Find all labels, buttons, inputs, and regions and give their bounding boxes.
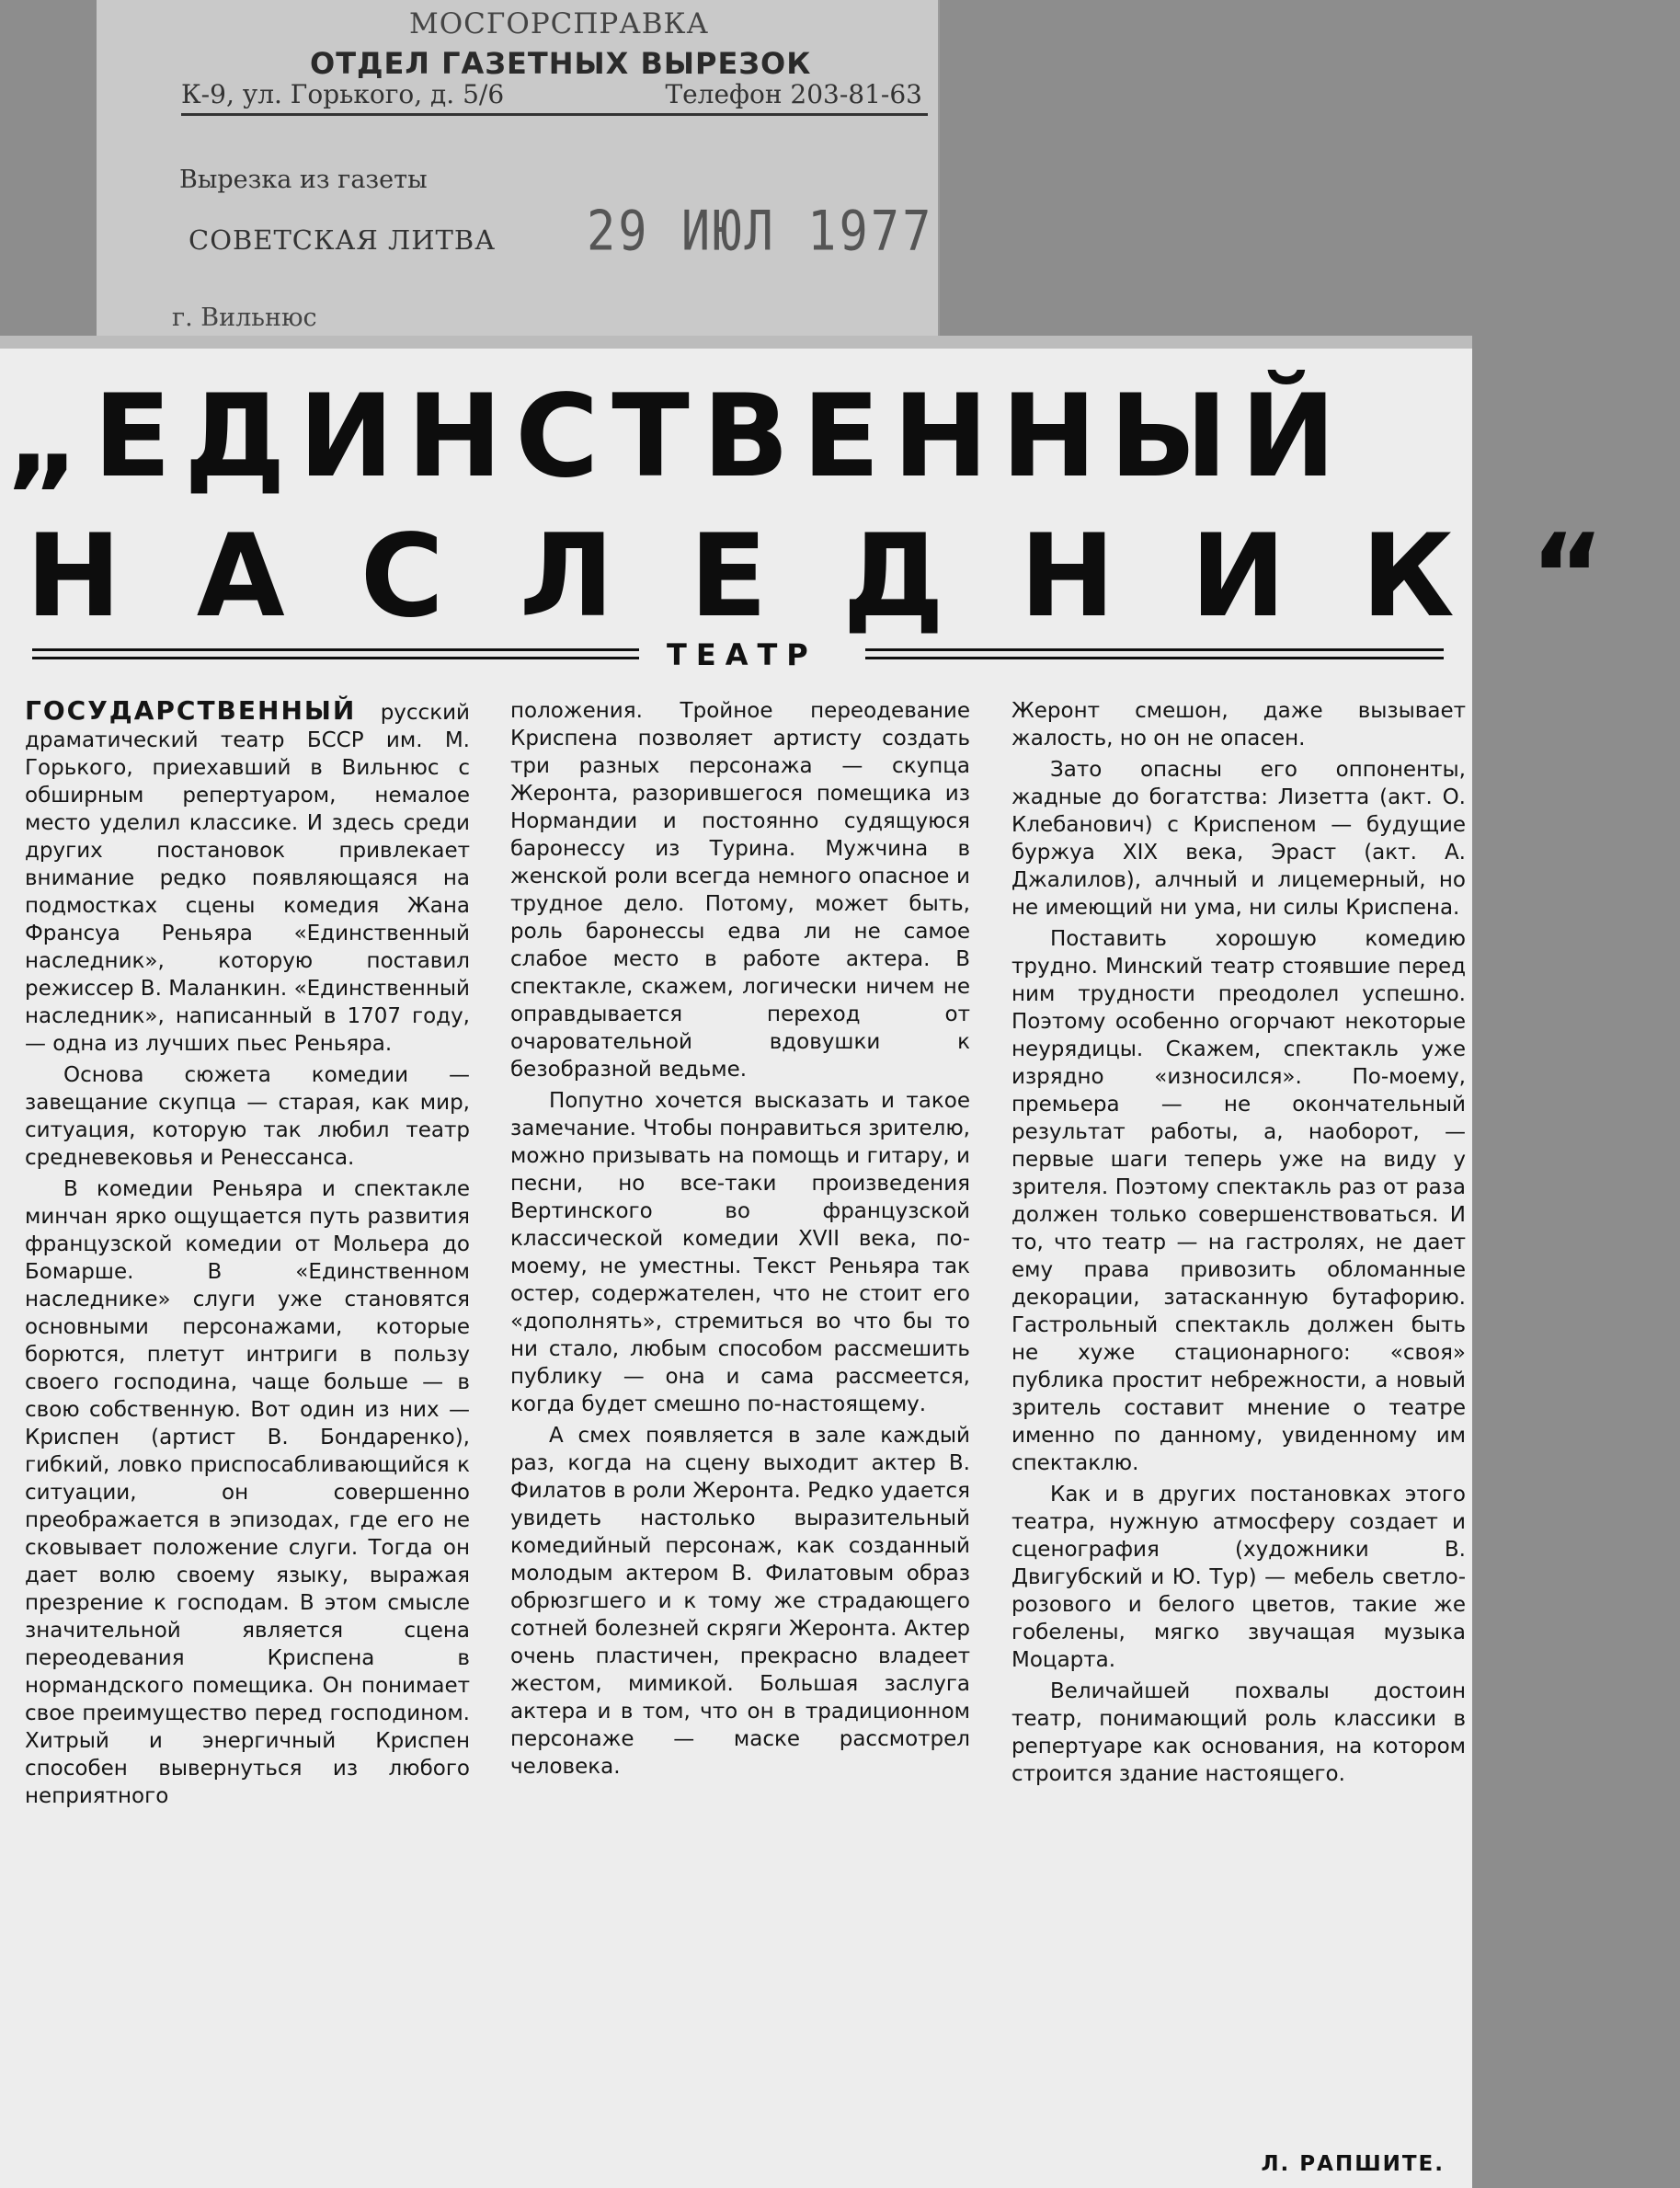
drop-word: ГОСУДАРСТВЕННЫЙ [25,695,357,726]
section-rubric [32,637,1444,674]
paragraph: Зато опасны его оппоненты, жадные до богатства: Лизетта (акт. О. Клебанович) с Криспеном — будущие буржуа XIX века, Эраст (акт. А. Джалилов), алчный и лицемерный, но не имеющий ни ума, ни силы Криспена. [1011,758,1466,920]
agency-name: МОСГОРСПРАВКА [409,7,710,40]
paragraph: В комедии Реньяра и спектакле минчан ярко ощущается путь развития французской комедии от Мольера до Бомарше. В «Единственном наследнике» слуги уже становятся основными персонажами, которые борются, плетут интриги в пользу своего господина, чаще больше — в свою собственную. Вот один из них — Криспен (артист В. Бондаренко), гибкий, ловко приспосабливающийся к ситуации, он совершенно преображается в эпизодах, где его не сковывает положение слуги. Тогда он дает волю своему языку, выражая презрение к господам. В этом смысле значительной является сцена переодевания Криспена в нормандского помещика. Он понимает свое преимущество перед господином. Хитрый и энергичный Криспен способен вывернуться из любого неприятного [25,1177,470,1808]
paragraph: Основа сюжета комедии — завещание скупца — старая, как мир, ситуация, которую так любил театр средневековья и Ренессанса. [25,1063,470,1170]
rubric-rule-right [865,648,1444,659]
city-name: г. Вильнюс [172,304,317,332]
paragraph: Поставить хорошую комедию трудно. Минский театр стоявшие перед ним трудности преодолел успешно. Поэтому особенно огорчают некоторые неурядицы. Скажем, спектакль уже изрядно «износился». По-моему, премьера — не окончательный результат работы, а, наоборот, — первые шаги теперь уже на виду у зрителя. Поэтому спектакль раз от раза должен только совершенствоваться. И то, что театр — на гастролях, не дает ему права привозить обломанные декорации, затасканную бутафорию. Гастрольный спектакль должен быть не хуже стационарного: «своя» публика простит небрежности, а новый зритель составит мнение о театре именно по данному, увиденному им спектаклю. [1011,927,1466,1475]
paragraph: Попутно хочется высказать и такое замечание. Чтобы понравиться зрителю, можно призывать на помощь и гитару, и песни, но все-таки произведения Вертинского во французской классической комедии XVII века, по-моему, не уместны. Текст Реньяра так остер, содержателен, что не стоит его «дополнять», стремиться во что бы то ни стало, любым способом рассмешить публику — она и сама рассмеется, когда будет смешно по-настоящему. [510,1089,970,1416]
phone-number: Телефон 203-81-63 [665,79,922,109]
address-text: К-9, ул. Горького, д. 5/6 [181,79,505,109]
article-author: Л. РАПШИТЕ. [1261,2152,1445,2176]
date-stamp: 29 ИЮЛ 1977 [587,200,934,264]
cutting-from-label: Вырезка из газеты [179,166,428,194]
clipping-bureau-stamp [97,0,940,336]
headline-line-1: „ЕДИНСТВЕННЫЙ [6,371,1349,503]
newspaper-name: СОВЕТСКАЯ ЛИТВА [189,224,497,256]
article-column-3 [1011,697,1466,1792]
headline-line-2: НАСЛЕДНИК“ [26,510,1680,643]
article-column-1 [25,697,470,1814]
rubric-rule-left [32,648,639,659]
paragraph-text: русский драматический театр БССР им. М. Горького, приехавший в Вильнюс с обширным репертуаром, немалое место уделил классике. И здесь среди других постановок привлекает внимание редко появляющаяся на подмостках сцены комедия Жана Франсуа Реньяра «Единственный наследник», которую поставил режиссер В. Маланкин. «Единственный наследник», написанный в 1707 году, — одна из лучших пьес Реньяра. [25,701,470,1056]
article-column-2 [510,697,970,1784]
paragraph [25,697,470,1058]
paragraph: Как и в других постановках этого театра, нужную атмосферу создает и сценография (художники В. Двигубский и Ю. Тур) — мебель светло-розового и белого цветов, такие же гобелены, мягко звучащая музыка Моцарта. [1011,1483,1466,1672]
bureau-address [181,79,928,116]
paragraph: Жеронт смешон, даже вызывает жалость, но он не опасен. [1011,699,1466,750]
department-name: ОТДЕЛ ГАЗЕТНЫХ ВЫРЕЗОК [310,46,812,81]
newspaper-clipping [0,336,1680,2188]
paragraph: Величайшей похвалы достоин театр, понимающий роль классики в репертуаре как основания, на котором строится здание настоящего. [1011,1679,1466,1786]
paragraph: положения. Тройное переодевание Криспена позволяет артисту создать три разных персонажа — скупца Жеронта, разорившегося помещика из Нормандии и постоянно судящуюся баронессу из Турина. Мужчина в женской роли всегда немного опасное и трудное дело. Потому, может быть, роль баронессы едва ли не самое слабое место в работе актера. В спектакле, скажем, логически ничем не оправдывается переход от очаровательной вдовушки к безобразной ведьме. [510,699,970,1082]
paragraph: А смех появляется в зале каждый раз, когда на сцену выходит актер В. Филатов в роли Жеронта. Редко удается увидеть настолько выразительный комедийный персонаж, как созданный молодым актером В. Филатовым образ обрюзгшего и к тому же страдающего сотней болезней скряги Жеронта. Актер очень пластичен, прекрасно владеет жестом, мимикой. Большая заслуга актера и в том, что он в традиционном персонаже — маске рассмотрел человека. [510,1424,970,1779]
rubric-label: ТЕАТР [667,637,817,672]
